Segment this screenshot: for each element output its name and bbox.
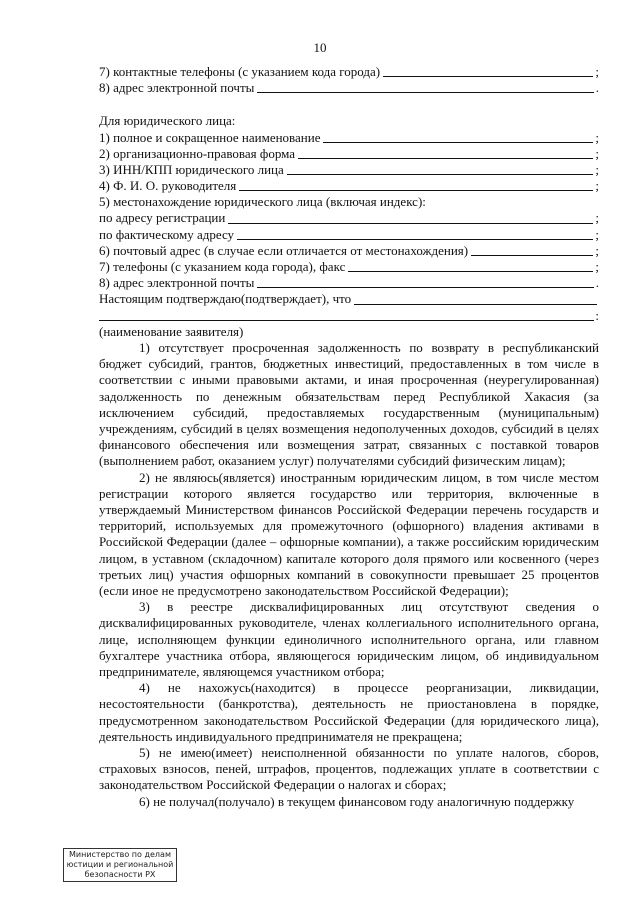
field-end: ; xyxy=(595,63,599,79)
field-label: 8) адрес электронной почты xyxy=(99,275,255,291)
form-field-continuation xyxy=(99,308,599,324)
fill-in-line xyxy=(298,158,593,159)
fill-in-line xyxy=(257,92,593,93)
form-field-inn-kpp xyxy=(99,162,599,178)
field-label: 2) организационно-правовая форма xyxy=(99,145,296,161)
field-label: 4) Ф. И. О. руководителя xyxy=(99,178,237,194)
paragraph-6: 6) не получал(получало) в текущем финансовом году аналогичную поддержку xyxy=(139,793,575,809)
stamp-line: юстиции и региональной xyxy=(66,860,174,869)
fill-in-line xyxy=(383,76,593,77)
field-end: ; xyxy=(595,145,599,161)
fill-in-line xyxy=(228,223,593,224)
field-end: : xyxy=(595,307,599,323)
paragraph-2: 2) не являюсь(является) иностранным юридическим лицом, в том числе местом регистрации которого является государство или территория, включенные в утверждаемый Министерством финансов Российской Федерации перечень государств и территорий, используемых для промежуточного (офшорного) владения активами в Российской Федерации (далее – офшорные компании), а также российским юридическим лицом, в уставном (складочном) капитале которого доля прямого или косвенного (через третьих лиц) участия офшорных компаний в совокупности превышает 25 процентов (если иное не предусмотрено законодательством Российской Федерации); xyxy=(99,469,599,599)
form-field-email xyxy=(99,80,599,96)
ministry-stamp xyxy=(63,848,177,882)
legal-entity-heading: Для юридического лица: xyxy=(99,113,236,129)
field-end: ; xyxy=(595,161,599,177)
stamp-line: Министерство по делам xyxy=(69,850,171,859)
field-end: ; xyxy=(595,242,599,258)
fill-in-line xyxy=(257,287,593,288)
form-field-phones-fax xyxy=(99,259,599,275)
fill-in-line xyxy=(287,174,594,175)
form-field-registration-address xyxy=(99,211,599,227)
field-end: . xyxy=(595,80,599,96)
field-end: ; xyxy=(595,129,599,145)
paragraph-3: 3) в реестре дисквалифицированных лиц отсутствуют сведения о дисквалифицированных руководителе, членах коллегиального исполнительного органа, лице, исполняющем функции единоличного исполнительного органа, или главном бухгалтере участника отбора, являющегося юридическим лицом, об индивидуальном предпринимателе, являющемся участником отбора; xyxy=(99,599,599,680)
form-field-director xyxy=(99,178,599,194)
fill-in-line xyxy=(99,320,594,321)
form-field-phones xyxy=(99,64,599,80)
field-label: 3) ИНН/КПП юридического лица xyxy=(99,161,284,177)
form-field-confirmation xyxy=(99,291,599,307)
field-label: по фактическому адресу xyxy=(99,226,235,242)
field-label: 7) телефоны (с указанием кода города), факс xyxy=(99,259,346,275)
field-end: ; xyxy=(595,226,599,242)
field-label: 8) адрес электронной почты xyxy=(99,80,255,96)
field-label: по адресу регистрации xyxy=(99,210,226,226)
field-end: . xyxy=(595,275,599,291)
fill-in-line xyxy=(237,239,593,240)
stamp-line: безопасности РХ xyxy=(84,870,156,879)
form-field-postal-address xyxy=(99,243,599,259)
form-field-actual-address xyxy=(99,227,599,243)
field-label: 1) полное и сокращенное наименование xyxy=(99,129,321,145)
paragraph-4: 4) не нахожусь(находится) в процессе реорганизации, ликвидации, несостоятельности (банкротства), деятельность не приостановлена в порядке, предусмотренном законодательством Российской Федерации (для юридического лица), деятельность индивидуального предпринимателя не прекращена; xyxy=(99,680,599,744)
form-field-legal-form xyxy=(99,146,599,162)
field-end: ; xyxy=(595,210,599,226)
field-end: ; xyxy=(595,178,599,194)
field-end: ; xyxy=(595,259,599,275)
fill-in-line xyxy=(348,271,593,272)
paragraph-1: 1) отсутствует просроченная задолженность по возврату в республиканский бюджет субсидий, грантов, бюджетных инвестиций, предоставленных в том числе в соответствии с иными правовыми актами, и иная просроченная (неурегулированная) задолженность по денежным обязательствам перед Республикой Хакасия (за исключением субсидий, предоставляемых государственным (муниципальным) учреждениям, субсидий в целях возмещения недополученных доходов, субсидий в целях финансового обеспечения или возмещения затрат, связанных с поставкой товаров (выполнением работ, оказанием услуг) получателями субсидий физическим лицам); xyxy=(99,340,599,469)
fill-in-line xyxy=(323,142,593,143)
form-field-name xyxy=(99,130,599,146)
paragraph-5: 5) не имею(имеет) неисполненной обязанности по уплате налогов, сборов, страховых взносов, пеней, штрафов, процентов, подлежащих уплате в соответствии с законодательством Российской Федерации о налогах и сборах; xyxy=(99,745,599,793)
fill-in-line xyxy=(471,255,593,256)
location-heading: 5) местонахождение юридического лица (включая индекс): xyxy=(99,194,426,210)
fill-in-line xyxy=(354,304,597,305)
field-label: Настоящим подтверждаю(подтверждает), что xyxy=(99,291,352,307)
form-field-legal-email xyxy=(99,275,599,291)
applicant-caption: (наименование заявителя) xyxy=(99,323,244,339)
field-label: 7) контактные телефоны (с указанием кода города) xyxy=(99,63,381,79)
document-body xyxy=(99,64,599,810)
field-label: 6) почтовый адрес (в случае если отличается от местонахождения) xyxy=(99,242,469,258)
page-number: 10 xyxy=(313,40,327,55)
fill-in-line xyxy=(239,190,593,191)
